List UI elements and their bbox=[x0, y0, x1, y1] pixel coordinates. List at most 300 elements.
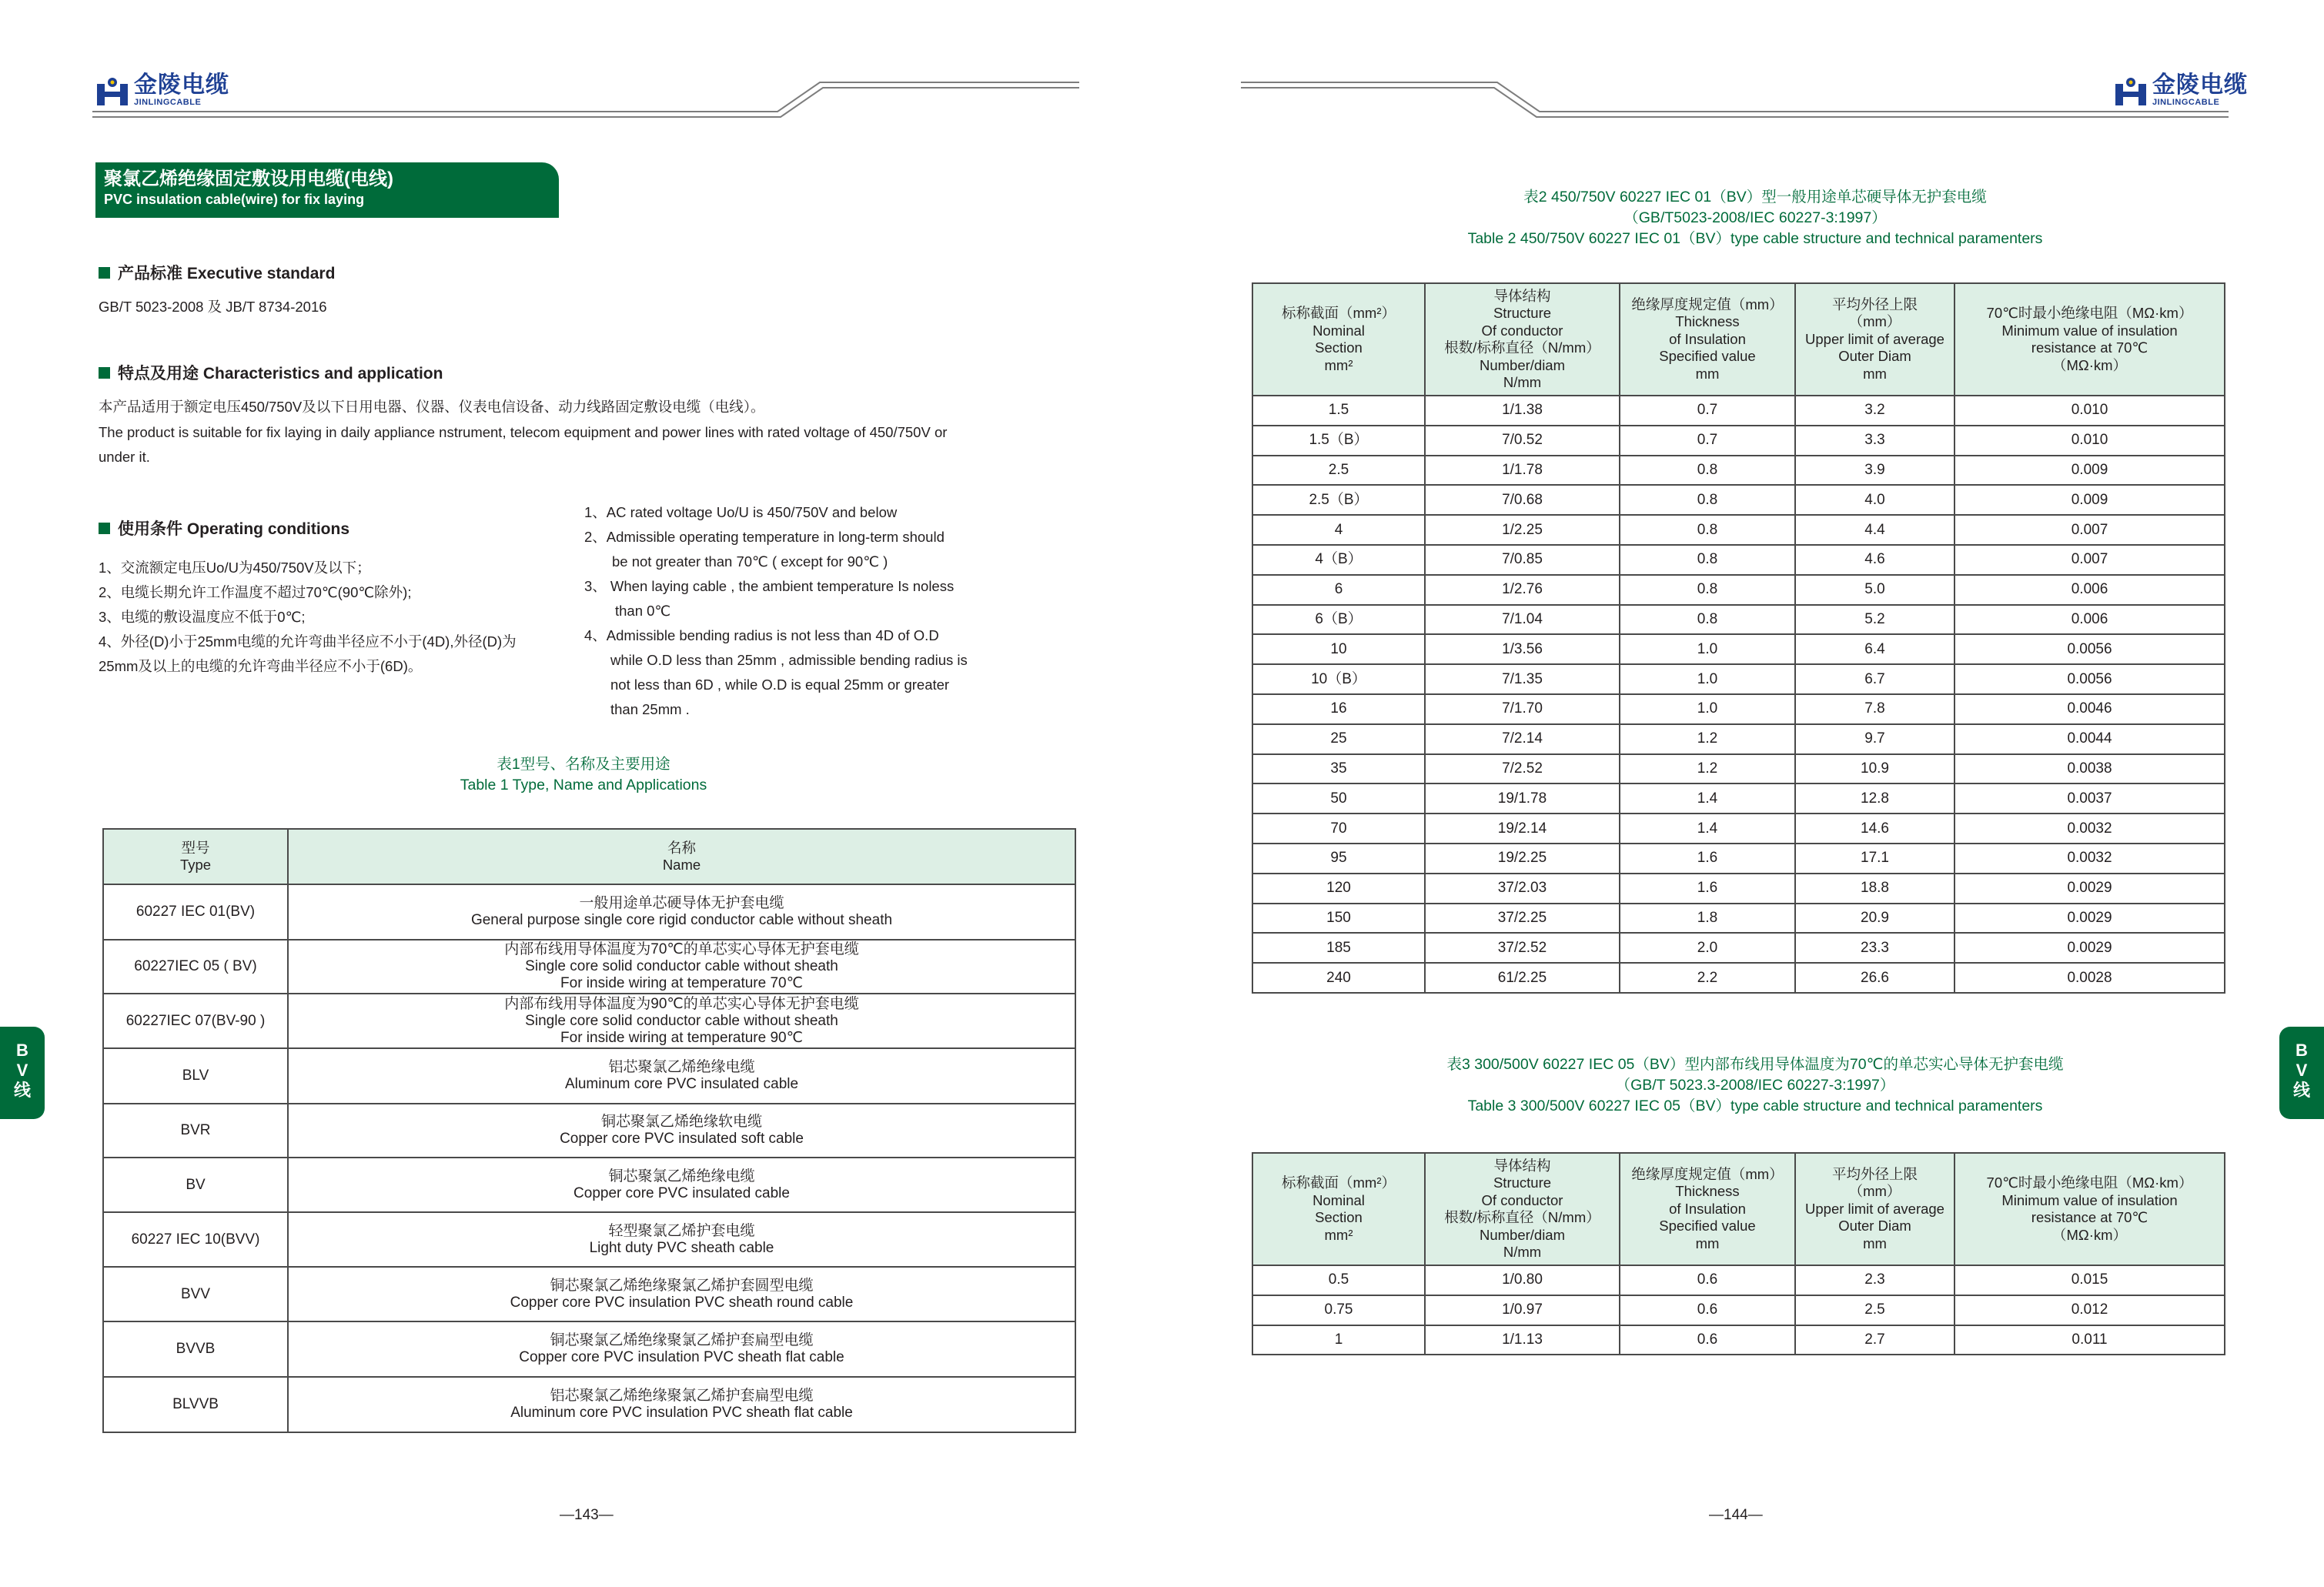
name-line: Copper core PVC insulated cable bbox=[573, 1184, 790, 1201]
table-cell: 0.0028 bbox=[1955, 963, 2225, 993]
table-cell: 6.4 bbox=[1795, 634, 1955, 664]
name-cell bbox=[288, 1321, 1075, 1377]
header-rules bbox=[0, 0, 2324, 123]
name-line: 轻型聚氯乙烯护套电缆 bbox=[608, 1222, 755, 1239]
param-header-cell bbox=[1252, 1153, 1425, 1265]
conditions-cn-item: 25mm及以上的电缆的允许弯曲半径应不小于(6D)。 bbox=[99, 658, 423, 674]
header-line: 标称截面（mm²） bbox=[1282, 1174, 1396, 1191]
type-cell: BVVB bbox=[103, 1321, 288, 1377]
table-cell: 1/2.76 bbox=[1425, 575, 1620, 605]
table-row bbox=[103, 1321, 1075, 1377]
table-row bbox=[1252, 634, 2225, 664]
table-cell: 1/3.56 bbox=[1425, 634, 1620, 664]
table-cell: 0.009 bbox=[1955, 485, 2225, 515]
header-line: Of conductor bbox=[1481, 1191, 1563, 1208]
table-cell: 1/0.97 bbox=[1425, 1295, 1620, 1325]
header-line: Structure bbox=[1493, 305, 1552, 321]
table-cell: 20.9 bbox=[1795, 904, 1955, 934]
table-cell: 0.8 bbox=[1620, 545, 1795, 575]
table-row bbox=[1252, 575, 2225, 605]
name-cell bbox=[288, 940, 1075, 994]
name-line: 铜芯聚氯乙烯绝缘聚氯乙烯护套扁型电缆 bbox=[550, 1332, 814, 1348]
table-cell: 1/1.38 bbox=[1425, 396, 1620, 426]
table-row bbox=[1252, 456, 2225, 486]
table-cell: 120 bbox=[1252, 874, 1425, 904]
table1-header-name bbox=[288, 829, 1075, 884]
table-cell: 1.6 bbox=[1620, 874, 1795, 904]
table-cell: 19/1.78 bbox=[1425, 783, 1620, 814]
header-line: 平均外径上限 bbox=[1831, 1165, 1918, 1182]
header-line: resistance at 70℃ bbox=[2031, 1209, 2148, 1225]
table-cell: 7/1.70 bbox=[1425, 694, 1620, 724]
side-tab-char: B bbox=[16, 1041, 28, 1060]
company-logo-right bbox=[2114, 74, 2248, 107]
header-line: Outer Diam bbox=[1838, 348, 1911, 365]
param-header-cell bbox=[1795, 1153, 1955, 1265]
table-cell: 0.015 bbox=[1955, 1265, 2225, 1295]
table-cell: 1.0 bbox=[1620, 634, 1795, 664]
table-cell: 14.6 bbox=[1795, 814, 1955, 844]
page-number-right: —144— bbox=[1709, 1507, 1763, 1523]
type-cell: BLV bbox=[103, 1048, 288, 1104]
table-cell: 3.9 bbox=[1795, 456, 1955, 486]
table-cell: 0.0029 bbox=[1955, 933, 2225, 963]
table-cell: 1.5 bbox=[1252, 396, 1425, 426]
header-line: Outer Diam bbox=[1838, 1218, 1911, 1235]
table-cell: 4 bbox=[1252, 515, 1425, 545]
table-cell: 1.0 bbox=[1620, 664, 1795, 694]
param-header-cell bbox=[1252, 283, 1425, 396]
side-tab-char: V bbox=[2296, 1061, 2308, 1080]
table-cell: 7/0.85 bbox=[1425, 545, 1620, 575]
table1-header-type bbox=[103, 829, 288, 884]
table-cell: 7/1.35 bbox=[1425, 664, 1620, 694]
table-cell: 1.4 bbox=[1620, 814, 1795, 844]
table-cell: 18.8 bbox=[1795, 874, 1955, 904]
table-row bbox=[103, 1377, 1075, 1432]
table-row bbox=[103, 1104, 1075, 1158]
name-cell bbox=[288, 1158, 1075, 1212]
table2-header-row bbox=[1252, 283, 2225, 396]
type-cell: BV bbox=[103, 1158, 288, 1212]
header-line: mm bbox=[1695, 365, 1720, 382]
table-cell: 17.1 bbox=[1795, 844, 1955, 874]
table3-caption-line: Table 3 300/500V 60227 IEC 05（BV）type cable structure and technical paramenters bbox=[1467, 1098, 2043, 1114]
header-cn: 型号 bbox=[181, 839, 210, 856]
table-row bbox=[1252, 1265, 2225, 1295]
type-cell: 60227 IEC 10(BVV) bbox=[103, 1212, 288, 1267]
conditions-cn-list bbox=[99, 556, 517, 679]
table-cell: 0.0056 bbox=[1955, 664, 2225, 694]
table2-caption-line: Table 2 450/750V 60227 IEC 01（BV）type cable structure and technical paramenters bbox=[1467, 230, 2043, 247]
header-line: N/mm bbox=[1503, 374, 1542, 390]
table-row bbox=[1252, 1295, 2225, 1325]
table-cell: 0.011 bbox=[1955, 1325, 2225, 1355]
header-line: Specified value bbox=[1659, 348, 1756, 365]
table-cell: 5.2 bbox=[1795, 605, 1955, 635]
table-cell: 0.0046 bbox=[1955, 694, 2225, 724]
table-cell: 2.5（B） bbox=[1252, 485, 1425, 515]
table-row bbox=[1252, 904, 2225, 934]
table-cell: 1.0 bbox=[1620, 694, 1795, 724]
table-cell: 6（B） bbox=[1252, 605, 1425, 635]
table-cell: 2.3 bbox=[1795, 1265, 1955, 1295]
type-cell: BVV bbox=[103, 1267, 288, 1321]
header-line: mm bbox=[1863, 1235, 1887, 1251]
name-line: General purpose single core rigid conductor cable without sheath bbox=[470, 912, 893, 928]
table1-caption-en: Table 1 Type, Name and Applications bbox=[460, 777, 707, 794]
section-title-cn: 聚氯乙烯绝缘固定敷设用电缆(电线) bbox=[104, 169, 393, 189]
table-row bbox=[1252, 664, 2225, 694]
name-line: Light duty PVC sheath cable bbox=[589, 1239, 774, 1256]
param-header-cell bbox=[1955, 283, 2225, 396]
heading-text: 特点及用途 Characteristics and application bbox=[118, 365, 443, 383]
table-cell: 0.012 bbox=[1955, 1295, 2225, 1325]
table-cell: 37/2.25 bbox=[1425, 904, 1620, 934]
table-cell: 4.6 bbox=[1795, 545, 1955, 575]
table1-caption-cn: 表1型号、名称及主要用途 bbox=[497, 756, 670, 773]
table-cell: 0.7 bbox=[1620, 426, 1795, 456]
conditions-cn-item: 1、交流额定电压Uo/U为450/750V及以下； bbox=[99, 560, 371, 576]
param-header-cell bbox=[1955, 1153, 2225, 1265]
name-cell bbox=[288, 994, 1075, 1048]
table-row bbox=[103, 940, 1075, 994]
characteristics-cn: 本产品适用于额定电压450/750V及以下日用电器、仪器、仪表电信设备、动力线路固定敷设电缆（电线）。 bbox=[99, 399, 765, 415]
table-row bbox=[103, 884, 1075, 940]
table2-caption bbox=[1255, 187, 2255, 249]
table-cell: 95 bbox=[1252, 844, 1425, 874]
table-cell: 0.0029 bbox=[1955, 874, 2225, 904]
heading-text: 产品标准 Executive standard bbox=[118, 265, 336, 282]
table-cell: 0.0029 bbox=[1955, 904, 2225, 934]
side-tab-char: 线 bbox=[13, 1081, 31, 1100]
name-line: Aluminum core PVC insulated cable bbox=[564, 1076, 799, 1092]
table-row bbox=[1252, 814, 2225, 844]
company-logo-left bbox=[95, 74, 229, 107]
conditions-en-item: 3、 When laying cable , the ambient temperature Is noless bbox=[584, 578, 955, 594]
table-row bbox=[1252, 933, 2225, 963]
table-row bbox=[103, 1212, 1075, 1267]
table-cell: 0.0044 bbox=[1955, 724, 2225, 754]
name-line: 铝芯聚氯乙烯绝缘电缆 bbox=[608, 1059, 755, 1075]
header-line: mm² bbox=[1324, 356, 1353, 373]
table-cell: 0.007 bbox=[1955, 515, 2225, 545]
conditions-en-item: while O.D less than 25mm , admissible bending radius is bbox=[610, 652, 968, 668]
table-cell: 0.8 bbox=[1620, 485, 1795, 515]
table-cell: 4.4 bbox=[1795, 515, 1955, 545]
name-line: Copper core PVC insulated soft cable bbox=[560, 1131, 804, 1147]
header-line: Thickness bbox=[1675, 1183, 1740, 1200]
table1 bbox=[102, 828, 1076, 1433]
table-cell: 6.7 bbox=[1795, 664, 1955, 694]
table-cell: 0.0037 bbox=[1955, 783, 2225, 814]
conditions-en-item: be not greater than 70℃ ( except for 90℃ ) bbox=[612, 553, 888, 570]
table-cell: 1.5（B） bbox=[1252, 426, 1425, 456]
table-cell: 4（B） bbox=[1252, 545, 1425, 575]
header-line: Specified value bbox=[1659, 1218, 1756, 1235]
table-cell: 5.0 bbox=[1795, 575, 1955, 605]
executive-standard-text: GB/T 5023-2008 及 JB/T 8734-2016 bbox=[99, 299, 327, 315]
bullet-square-icon bbox=[99, 267, 110, 279]
param-header-cell bbox=[1620, 283, 1795, 396]
table2 bbox=[1252, 282, 2225, 994]
header-line: mm² bbox=[1324, 1226, 1353, 1243]
table-cell: 23.3 bbox=[1795, 933, 1955, 963]
header-line: 绝缘厚度规定值（mm） bbox=[1631, 296, 1784, 312]
header-line: Number/diam bbox=[1479, 356, 1566, 373]
table-cell: 10（B） bbox=[1252, 664, 1425, 694]
name-cell bbox=[288, 1267, 1075, 1321]
conditions-en-list bbox=[584, 500, 968, 722]
table-cell: 2.2 bbox=[1620, 963, 1795, 993]
header-line: （MΩ·km） bbox=[2051, 1226, 2128, 1243]
conditions-cn-item: 3、电缆的敷设温度应不低于0℃; bbox=[99, 609, 306, 625]
table-cell: 0.6 bbox=[1620, 1265, 1795, 1295]
table-cell: 12.8 bbox=[1795, 783, 1955, 814]
name-line: 内部布线用导体温度为90℃的单芯实心导体无护套电缆 bbox=[504, 995, 859, 1012]
header-line: Structure bbox=[1493, 1174, 1552, 1191]
table1-caption bbox=[411, 754, 756, 796]
page-number-left: —143— bbox=[560, 1507, 614, 1523]
table-cell: 2.5 bbox=[1795, 1295, 1955, 1325]
table-cell: 1/0.80 bbox=[1425, 1265, 1620, 1295]
table-cell: 0.7 bbox=[1620, 396, 1795, 426]
table1-header-row bbox=[103, 829, 1075, 884]
characteristics-en-line1: The product is suitable for fix laying in daily appliance nstrument, telecom equipment and power lines with rated voltage of 450/750V or bbox=[99, 424, 948, 440]
name-line: For inside wiring at temperature 90℃ bbox=[560, 1029, 803, 1046]
table-row bbox=[103, 1267, 1075, 1321]
table-cell: 1/1.13 bbox=[1425, 1325, 1620, 1355]
table-cell: 0.8 bbox=[1620, 456, 1795, 486]
table-cell: 1/2.25 bbox=[1425, 515, 1620, 545]
table-row bbox=[103, 1048, 1075, 1104]
name-line: 铝芯聚氯乙烯绝缘聚氯乙烯护套扁型电缆 bbox=[550, 1388, 814, 1404]
table-cell: 0.8 bbox=[1620, 575, 1795, 605]
header-line: Section bbox=[1315, 1209, 1363, 1225]
header-line: of Insulation bbox=[1669, 330, 1746, 347]
table-cell: 3.2 bbox=[1795, 396, 1955, 426]
table-cell: 19/2.14 bbox=[1425, 814, 1620, 844]
header-line: resistance at 70℃ bbox=[2031, 339, 2148, 356]
table-cell: 26.6 bbox=[1795, 963, 1955, 993]
table-row bbox=[1252, 694, 2225, 724]
characteristics-en-line2: under it. bbox=[99, 449, 150, 465]
table-cell: 1.2 bbox=[1620, 754, 1795, 784]
type-cell: BVR bbox=[103, 1104, 288, 1158]
table-cell: 10 bbox=[1252, 634, 1425, 664]
name-cell bbox=[288, 1212, 1075, 1267]
header-line: 根数/标称直径（N/mm） bbox=[1444, 339, 1600, 356]
conditions-cn-item: 2、电缆长期允许工作温度不超过70℃(90℃除外); bbox=[99, 584, 412, 600]
table-row bbox=[1252, 515, 2225, 545]
header-line: 导体结构 bbox=[1493, 1157, 1551, 1174]
table-cell: 25 bbox=[1252, 724, 1425, 754]
table-cell: 19/2.25 bbox=[1425, 844, 1620, 874]
table-cell: 0.8 bbox=[1620, 515, 1795, 545]
table-cell: 10.9 bbox=[1795, 754, 1955, 784]
header-line: 平均外径上限 bbox=[1831, 296, 1918, 312]
header-cn: 名称 bbox=[667, 839, 696, 856]
table-cell: 35 bbox=[1252, 754, 1425, 784]
table-row bbox=[103, 994, 1075, 1048]
header-line: 绝缘厚度规定值（mm） bbox=[1631, 1165, 1784, 1182]
table-row bbox=[1252, 545, 2225, 575]
table-cell: 1.2 bbox=[1620, 724, 1795, 754]
table-row bbox=[1252, 783, 2225, 814]
header-line: Thickness bbox=[1675, 313, 1740, 330]
header-line: 70℃时最小绝缘电阻（MΩ·km） bbox=[1986, 305, 2193, 321]
table-cell: 0.8 bbox=[1620, 605, 1795, 635]
side-tab-right bbox=[2279, 1027, 2324, 1119]
side-tab-char: 线 bbox=[2292, 1081, 2310, 1100]
operating-conditions-heading bbox=[99, 516, 349, 540]
table-cell: 240 bbox=[1252, 963, 1425, 993]
name-cell bbox=[288, 1377, 1075, 1432]
table-row bbox=[1252, 485, 2225, 515]
logo-cn-text: 金陵电缆 bbox=[134, 72, 229, 98]
name-line: 铜芯聚氯乙烯绝缘聚氯乙烯护套圆型电缆 bbox=[550, 1277, 814, 1294]
table-cell: 1.8 bbox=[1620, 904, 1795, 934]
name-line: For inside wiring at temperature 70℃ bbox=[560, 975, 803, 991]
name-cell bbox=[288, 884, 1075, 940]
header-line: Section bbox=[1315, 339, 1363, 356]
table3 bbox=[1252, 1152, 2225, 1355]
name-line: 铜芯聚氯乙烯绝缘软电缆 bbox=[600, 1114, 762, 1130]
header-line: of Insulation bbox=[1669, 1200, 1746, 1217]
type-cell: BLVVB bbox=[103, 1377, 288, 1432]
table-cell: 7/0.52 bbox=[1425, 426, 1620, 456]
name-line: 内部布线用导体温度为70℃的单芯实心导体无护套电缆 bbox=[504, 941, 859, 957]
name-cell bbox=[288, 1048, 1075, 1104]
table-cell: 0.6 bbox=[1620, 1295, 1795, 1325]
table-cell: 7.8 bbox=[1795, 694, 1955, 724]
table-row bbox=[1252, 754, 2225, 784]
header-line: 导体结构 bbox=[1493, 287, 1551, 304]
param-header-cell bbox=[1620, 1153, 1795, 1265]
header-line: Upper limit of average bbox=[1805, 330, 1944, 347]
bullet-square-icon bbox=[99, 523, 110, 534]
table-row bbox=[1252, 605, 2225, 635]
table2-caption-line: （GB/T5023-2008/IEC 60227-3:1997） bbox=[1623, 209, 1887, 226]
table-cell: 0.0032 bbox=[1955, 814, 2225, 844]
header-en: Name bbox=[662, 857, 701, 873]
table-cell: 6 bbox=[1252, 575, 1425, 605]
logo-mark-icon bbox=[2114, 76, 2148, 105]
heading-text: 使用条件 Operating conditions bbox=[118, 520, 350, 538]
table-row bbox=[1252, 963, 2225, 993]
table-row bbox=[1252, 396, 2225, 426]
name-line: Single core solid conductor cable without sheath bbox=[525, 1012, 838, 1029]
type-cell: 60227IEC 07(BV-90 ) bbox=[103, 994, 288, 1048]
table-cell: 7/2.52 bbox=[1425, 754, 1620, 784]
section-title-banner bbox=[95, 162, 559, 218]
side-tab-left bbox=[0, 1027, 45, 1119]
side-tab-char: B bbox=[2296, 1041, 2308, 1060]
table-cell: 2.7 bbox=[1795, 1325, 1955, 1355]
conditions-en-item: 4、Admissible bending radius is not less than 4D of O.D bbox=[584, 627, 939, 643]
table-cell: 0.010 bbox=[1955, 426, 2225, 456]
name-line: Copper core PVC insulation PVC sheath round cable bbox=[510, 1294, 854, 1311]
table-cell: 0.006 bbox=[1955, 605, 2225, 635]
table-row bbox=[1252, 844, 2225, 874]
param-header-cell bbox=[1425, 283, 1620, 396]
table-cell: 7/0.68 bbox=[1425, 485, 1620, 515]
name-line: Copper core PVC insulation PVC sheath flat cable bbox=[519, 1349, 844, 1365]
table-cell: 0.009 bbox=[1955, 456, 2225, 486]
table-cell: 0.0038 bbox=[1955, 754, 2225, 784]
table-row bbox=[103, 1158, 1075, 1212]
conditions-en-item: 2、Admissible operating temperature in long-term should bbox=[584, 529, 945, 545]
param-header-cell bbox=[1425, 1153, 1620, 1265]
table-row bbox=[1252, 724, 2225, 754]
table-cell: 0.007 bbox=[1955, 545, 2225, 575]
name-line: Aluminum core PVC insulation PVC sheath flat cable bbox=[510, 1405, 853, 1421]
conditions-en-item: not less than 6D , while O.D is equal 25mm or greater bbox=[610, 677, 950, 693]
header-line: 70℃时最小绝缘电阻（MΩ·km） bbox=[1986, 1174, 2193, 1191]
logo-mark-icon bbox=[95, 76, 129, 105]
param-header-cell bbox=[1795, 283, 1955, 396]
name-line: 一般用途单芯硬导体无护套电缆 bbox=[579, 895, 784, 911]
header-line: Minimum value of insulation bbox=[2001, 1191, 2178, 1208]
table-cell: 0.6 bbox=[1620, 1325, 1795, 1355]
header-line: 标称截面（mm²） bbox=[1282, 305, 1396, 321]
table-cell: 61/2.25 bbox=[1425, 963, 1620, 993]
header-en: Type bbox=[179, 857, 212, 873]
header-line: （mm） bbox=[1848, 313, 1901, 330]
header-line: （MΩ·km） bbox=[2051, 356, 2128, 373]
table3-caption bbox=[1255, 1054, 2255, 1117]
table-cell: 70 bbox=[1252, 814, 1425, 844]
conditions-cn-item: 4、外径(D)小于25mm电缆的允许弯曲半径应不小于(4D),外径(D)为 bbox=[99, 633, 517, 650]
header-line: mm bbox=[1863, 365, 1887, 382]
side-tab-char: V bbox=[16, 1061, 28, 1080]
logo-cn-text: 金陵电缆 bbox=[2152, 72, 2248, 98]
table-cell: 185 bbox=[1252, 933, 1425, 963]
table-cell: 37/2.03 bbox=[1425, 874, 1620, 904]
table-cell: 1/1.78 bbox=[1425, 456, 1620, 486]
table-cell: 16 bbox=[1252, 694, 1425, 724]
table-cell: 9.7 bbox=[1795, 724, 1955, 754]
table-cell: 0.75 bbox=[1252, 1295, 1425, 1325]
header-line: 根数/标称直径（N/mm） bbox=[1444, 1209, 1600, 1225]
logo-en-text: JINLINGCABLE bbox=[134, 98, 202, 107]
table-row bbox=[1252, 874, 2225, 904]
header-line: Minimum value of insulation bbox=[2001, 322, 2178, 339]
table-row bbox=[1252, 426, 2225, 456]
table3-header-row bbox=[1252, 1153, 2225, 1265]
name-line: 铜芯聚氯乙烯绝缘电缆 bbox=[608, 1168, 755, 1184]
table3-caption-line: 表3 300/500V 60227 IEC 05（BV）型内部布线用导体温度为70℃的单芯实心导体无护套电缆 bbox=[1446, 1056, 2064, 1073]
header-line: Of conductor bbox=[1481, 322, 1563, 339]
table-cell: 0.0032 bbox=[1955, 844, 2225, 874]
table-cell: 2.5 bbox=[1252, 456, 1425, 486]
table3-caption-line: （GB/T 5023.3-2008/IEC 60227-3:1997） bbox=[1615, 1077, 1895, 1094]
executive-standard-heading bbox=[99, 261, 335, 284]
table-cell: 2.0 bbox=[1620, 933, 1795, 963]
table-cell: 4.0 bbox=[1795, 485, 1955, 515]
conditions-en-item: 1、AC rated voltage Uo/U is 450/750V and below bbox=[584, 504, 898, 520]
table-cell: 0.010 bbox=[1955, 396, 2225, 426]
header-line: Number/diam bbox=[1479, 1226, 1566, 1243]
header-line: Nominal bbox=[1312, 1191, 1365, 1208]
table-cell: 0.5 bbox=[1252, 1265, 1425, 1295]
table-cell: 0.006 bbox=[1955, 575, 2225, 605]
header-line: （mm） bbox=[1848, 1183, 1901, 1200]
header-line: mm bbox=[1695, 1235, 1720, 1251]
header-line: Upper limit of average bbox=[1805, 1200, 1944, 1217]
table-cell: 3.3 bbox=[1795, 426, 1955, 456]
table-cell: 150 bbox=[1252, 904, 1425, 934]
